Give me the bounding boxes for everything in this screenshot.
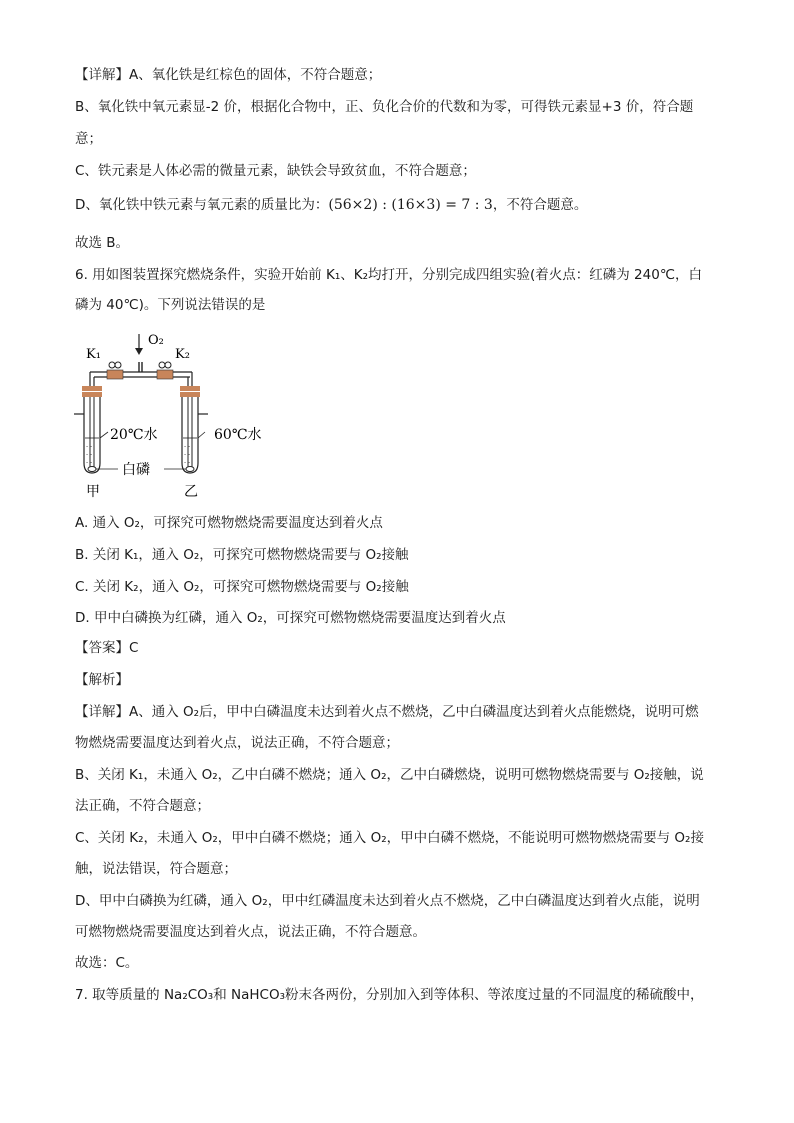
water-left-label: 20℃水: [110, 427, 158, 443]
mass-ratio-formula: (56×2) : (16×3) = 7 : 3: [328, 197, 493, 213]
combustion-apparatus-figure: [72, 328, 282, 503]
svg-text:- -: - -: [184, 459, 191, 466]
text-line: 意；: [75, 131, 102, 147]
question-7-stem: 7. 取等质量的 Na₂CO₃和 NaHCO₃粉末各两份，分别加入到等体积、等浓度过量的不同温度的稀硫酸中，: [75, 987, 704, 1003]
option-b: B. 关闭 K₁，通入 O₂，可探究可燃物燃烧需要与 O₂接触: [75, 547, 409, 563]
o2-label: O₂: [148, 333, 164, 348]
svg-text:- -: - -: [86, 451, 93, 458]
text-line: 故选：C。: [75, 955, 139, 971]
analysis-heading: 【解析】: [75, 672, 129, 688]
water-right-label: 60℃水: [214, 427, 262, 443]
option-c: C. 关闭 K₂，通入 O₂，可探究可燃物燃烧需要与 O₂接触: [75, 579, 409, 595]
question-6-stem: 磷为 40℃)。下列说法错误的是: [75, 297, 266, 313]
text-line: 法正确，不符合题意；: [75, 798, 210, 814]
k2-label: K₂: [175, 347, 190, 362]
tube-right-label: 乙: [184, 484, 198, 500]
phosphorus-right: [186, 467, 194, 472]
phosphorus-left: [88, 467, 96, 472]
svg-text:- -: - -: [86, 459, 93, 466]
text-line: C、铁元素是人体必需的微量元素，缺铁会导致贫血，不符合题意；: [75, 163, 476, 179]
text-line: B、氧化铁中氧元素显-2 价，根据化合物中，正、负化合价的代数和为零，可得铁元素显+3 价，符合题: [75, 99, 694, 115]
text-line: 触，说法错误，符合题意；: [75, 861, 237, 877]
k1-label: K₁: [86, 347, 101, 362]
text-line: B、关闭 K₁，未通入 O₂，乙中白磷不燃烧；通入 O₂，乙中白磷燃烧，说明可燃物燃烧需要与 O₂接触，说: [75, 767, 704, 783]
tube-left-label: 甲: [86, 484, 100, 500]
k2-valve: [157, 370, 173, 379]
text-line: 可燃物燃烧需要温度达到着火点，说法正确，不符合题意。: [75, 924, 426, 940]
text-line: 故选 B。: [75, 235, 130, 251]
svg-text:- -: - -: [184, 443, 191, 450]
option-a: A. 通入 O₂，可探究可燃物燃烧需要温度达到着火点: [75, 515, 383, 531]
stopper-left: [82, 386, 102, 391]
text-line: C、关闭 K₂，未通入 O₂，甲中白磷不燃烧；通入 O₂，甲中白磷不燃烧，不能说明可燃物燃烧需要与 O₂接: [75, 830, 704, 846]
text-line: 【详解】A、通入 O₂后，甲中白磷温度未达到着火点不燃烧，乙中白磷温度达到着火点能燃烧，说明可燃: [75, 704, 699, 720]
answer-line: 【答案】C: [75, 640, 139, 656]
text-line: 物燃烧需要温度达到着火点，说法正确，不符合题意；: [75, 735, 399, 751]
o2-arrow-head-icon: [135, 348, 143, 355]
text-line: D、氧化铁中铁元素与氧元素的质量比为：(56×2) : (16×3) = 7 : 3，不符合题意。: [75, 197, 588, 213]
svg-text:- -: - -: [86, 443, 93, 450]
text-line: 【详解】A、氧化铁是红棕色的固体，不符合题意；: [75, 67, 382, 83]
phosphorus-label: 白磷: [122, 462, 150, 478]
k1-valve: [107, 370, 123, 379]
option-d: D. 甲中白磷换为红磷，通入 O₂，可探究可燃物燃烧需要温度达到着火点: [75, 610, 506, 626]
text-line: D、甲中白磷换为红磷，通入 O₂，甲中红磷温度未达到着火点不燃烧，乙中白磷温度达到着火点能，说明: [75, 893, 700, 909]
svg-text:- -: - -: [184, 451, 191, 458]
question-6-stem: 6. 用如图装置探究燃烧条件，实验开始前 K₁、K₂均打开，分别完成四组实验(着火点：红磷为 240℃，白: [75, 267, 702, 283]
stopper-right: [180, 386, 200, 391]
